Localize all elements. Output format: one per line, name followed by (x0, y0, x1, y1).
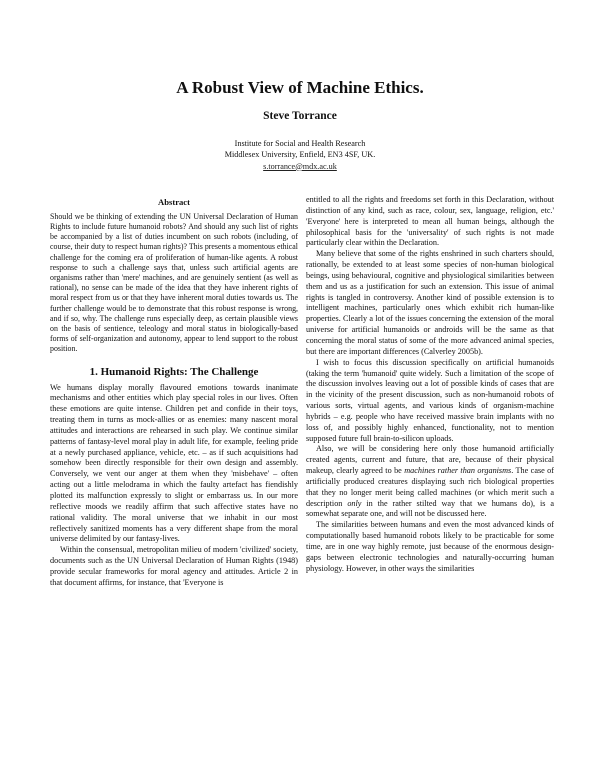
left-column (50, 197, 298, 589)
author-email-link[interactable]: s.torrance@mdx.ac.uk (263, 161, 337, 171)
body-paragraph: I wish to focus this discussion specifically on artificial humanoids (taking the term 'humanoid' quite widely. Such a limitation of the scope of the discussion involves leaving out a lot of possible kinds of cases that are in the vicinity of the present discussion, such as non-humanoid robots of various sorts, virtual agents, and various kinds of organism-machine hybrids – e.g. people who have received massive brain implants with no loss of, and possibly highly enhanced, functionality, not to mention supposed future full brain-to-silicon uploads. (306, 357, 554, 443)
body-paragraph: Many believe that some of the rights enshrined in such charters should, rationally, be extended to at least some species of non-human biological beings, using behavioural, cognitive and physiological similarities between them and us as a justification for such an extension. This issue of animal rights is tangled in controversy. Another kind of possible extension is to intelligent machines, particularly ones which exhibit rich human-like properties. Clearly a lot of the issues concerning the extension of the moral universe for artificial humanoids or androids will be the same as that concerning the moral status of some of the more advanced animal species, but there are important differences (Calverley 2005b). (306, 249, 554, 356)
author-name: Steve Torrance (263, 110, 337, 122)
body-paragraph: Also, we will be considering here only those humanoid artificially created agents, current and future, that are, because of their physical makeup, clearly agreed to be machines rather than organisms. The case of artificially produced creatures displaying such rich biological properties that they no longer merit being called machines (or which merit such a description only in the rather stilted way that we humans do), is a somewhat separate one, and will not be discussed here. (306, 444, 555, 519)
affiliation-block (0, 138, 600, 172)
emphasis-text: machines rather than organisms (404, 466, 512, 476)
body-paragraph: We humans display morally flavoured emotions towards inanimate mechanisms and other entities which play special roles in our lives. Often these emotions are quite intense. Children pet and confide in their toys, treating them in turns as mock-allies or as enemies: many nascent moral attitudes and interactions are rehearsed in such play. We continue similar patterns of fantasy-level moral play in adult life, for example, feeling pride at a newly purchased appliance, vehicle, etc. – as if such acquisitions had somehow been directly responsible for their own design and assembly. Conversely, we vent our anger at them when they 'misbehave' – often acting out a little melodrama in which the faulty artefact has fiendishly plotted its malfunction expressly to slight or embarrass us. In our more reflective moods we readily affirm that such affective states have no rational validity. The moral universe that we inhabit in our most reflectively sanitized moments has a very different shape from the moral universe delimited by our fantasy-lives. (50, 382, 298, 544)
affiliation-institute: Institute for Social and Health Research (234, 139, 366, 148)
right-column (306, 195, 554, 575)
emphasis-text: only (347, 498, 362, 508)
affiliation-address: Middlesex University, Enfield, EN3 4SF, UK. (224, 150, 376, 160)
body-paragraph: The similarities between humans and even the most advanced kinds of computationally based humanoid robots likely to be practicable for some time, are in one way highly remote, just because of the enormous design-gaps between electronic technologies and naturally-occurring human physiology. However, in other ways the similarities (306, 520, 554, 573)
body-paragraph: Within the consensual, metropolitan milieu of modern 'civilized' society, documents such as the UN Universal Declaration of Human Rights (1948) provide secular frameworks for moral agency and attitudes. Article 2 in that document affirms, for instance, that 'Everyone is (50, 545, 298, 587)
section-heading: 1. Humanoid Rights: The Challenge (89, 365, 259, 378)
abstract-heading: Abstract (158, 197, 190, 207)
abstract-text: Should we be thinking of extending the UN Universal Declaration of Human Rights to include future humanoid robots? And should any such list of rights be accompanied by a list of duties incumbent on such robots (including, of course, their duty to respect human rights)? This presents a momentous ethical challenge for the coming era of proliferation of human-like agents. A robust response to such a challenge says that, unless such artificial agents are organisms rather than 'mere' machines, and are genuinely sentient (as well as rational), no sense can be made of the idea that they have inherent rights of moral respect from us or that they have inherent moral duties towards us. The further challenge would be to demonstrate that this robust response is wrong, and if so, why. The challenge runs especially deep, as certain plausible views on the basis of sentience, teleology and moral status in biologically-based forms of self-organization and autonomy, appear to lend support to the robust position. (50, 211, 298, 354)
body-paragraph-continued: entitled to all the rights and freedoms set forth in this Declaration, without distinction of any kind, such as race, colour, sex, language, religion, etc.' 'Everyone' here is interpreted to mean all human beings, although the philosophical basis for the 'universality' of such rights is not made particularly clear within the Declaration. (306, 195, 554, 248)
paper-title: A Robust View of Machine Ethics. (176, 78, 424, 97)
